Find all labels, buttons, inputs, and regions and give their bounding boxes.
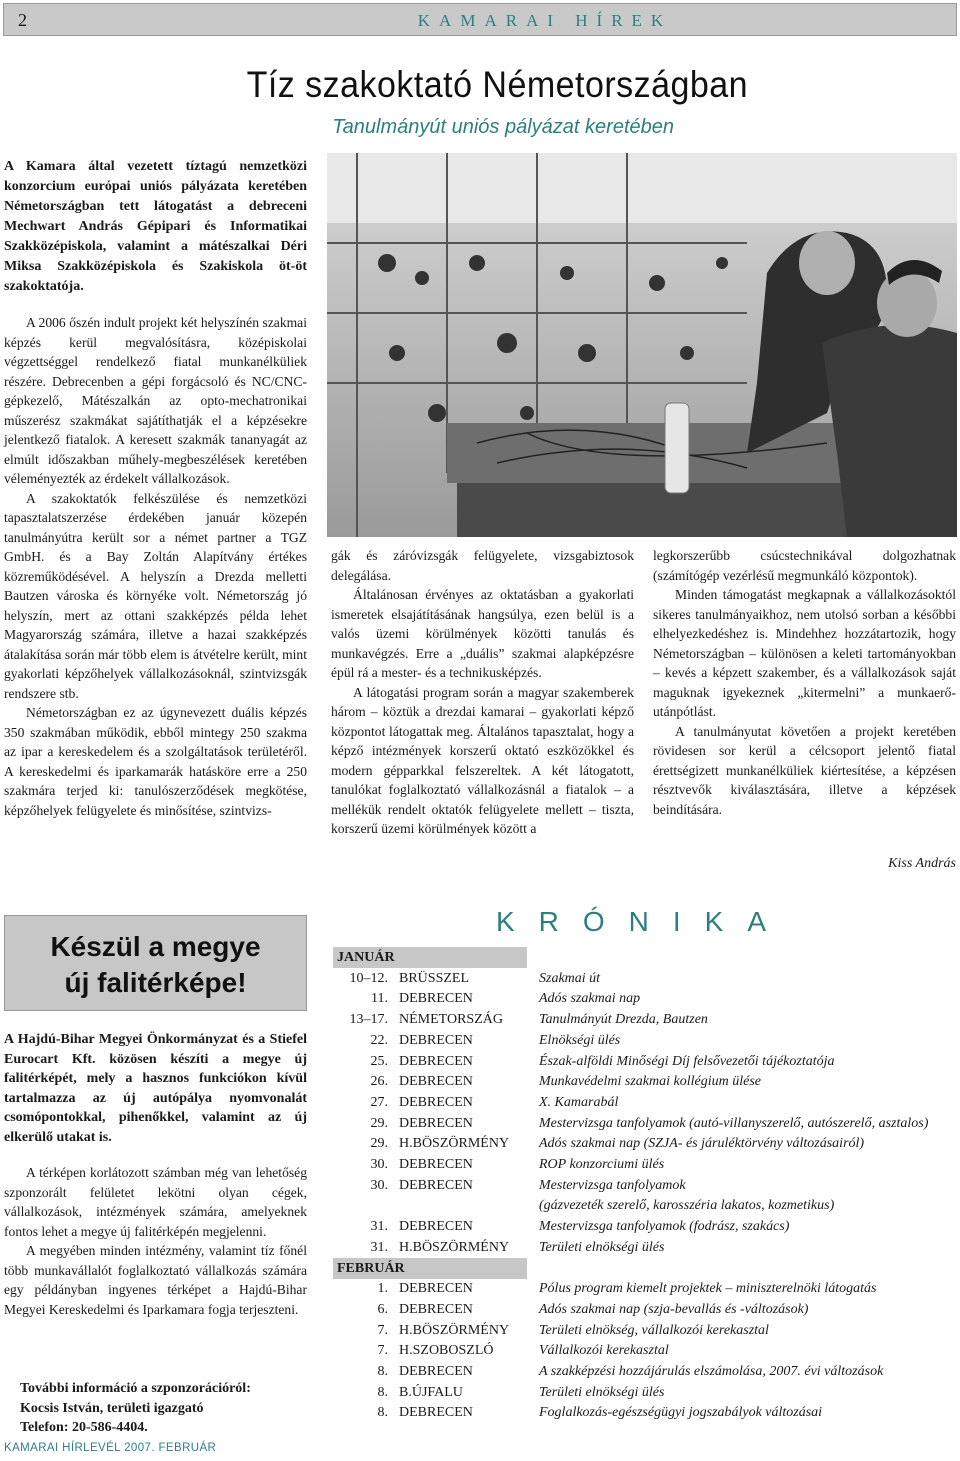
chronicle-row (333, 1402, 958, 1423)
paragraph: legkorszerűbb csúcstechnikával dolgozhatnak (számítógép vezérlésű megmunkáló központok). (653, 548, 956, 583)
event-title: Vállalkozói kerekasztal (539, 1343, 669, 1359)
event-title: Tanulmányút Drezda, Bautzen (539, 1012, 708, 1028)
event-city: H.BÖSZÖRMÉNY (399, 1136, 510, 1152)
chronicle-row (333, 1030, 958, 1051)
article-lead: A Kamara által vezetett tíztagú nemzetközi konzorcium európai uniós pályázata keretében Németországban tett látogatást a debreceni Mechwart András Gépipari és Informatikai Szakközépiskola, valamint a mátészalkai Déri Miksa Szakközépiskola és Szakiskola öt-öt szakoktatója. (4, 159, 307, 294)
chronicle-row (333, 968, 958, 989)
event-city: DEBRECEN (399, 1219, 473, 1235)
event-city: NÉMETORSZÁG (399, 1012, 503, 1028)
event-title: Pólus program kiemelt projektek – miniszterelnöki látogatás (539, 1281, 877, 1297)
event-date: 13–17. (349, 1012, 388, 1028)
month-header: JANUÁR (333, 947, 527, 968)
event-title: Területi elnökségi ülés (539, 1384, 665, 1400)
event-title: Mestervizsga tanfolyamok (fodrász, szakács) (539, 1219, 790, 1235)
event-city: DEBRECEN (399, 1157, 473, 1172)
event-city: DEBRECEN (399, 1301, 473, 1317)
paragraph: A szakoktatók felkészülése és nemzetközi tapasztalatszerzése érdekében január közepén tanulmányútra került sor a német partner a TGZ GmbH. és a Bay Zoltán Alapítvány értékes közreműködésével. A helyszín a Drezda melletti Bautzen városka és környéke volt. Németország jó helyszín, mert az ottani szakképzés példa lehet Magyarország számára, illetve a hazai szakképzés átalakítása során már több elem is átvételre került, mint gyakorlati képzőhelyek vállalkozásoknál, szintvizsgák rendszere stb. (4, 490, 307, 701)
event-title: Területi elnökségi ülés (539, 1239, 665, 1255)
contact-line: Kocsis István, területi igazgató (20, 1400, 204, 1416)
header-title: KAMARAI HÍREK (417, 11, 673, 30)
event-date: 8. (377, 1364, 388, 1379)
map-body (4, 1163, 307, 1319)
chronicle-row (333, 1216, 958, 1237)
event-city: DEBRECEN (399, 1053, 473, 1069)
map-title-line-2: új falitérképe! (64, 967, 247, 998)
chronicle-row (333, 1113, 958, 1134)
paragraph: A látogatási program során a magyar szakemberek három – köztük a drezdai kamarai – gyakorlati képző központot látogattak meg. Általános tapasztalat, hogy a képző intézmények korszerű oktató eszközökkel és modern gépparkkal felszereltek. A két látogatott, tanulókat foglalkoztató vállalkozásnál a fiatalok – a mellékük rendelt oktatók felügyelete mellett – tiszta, korszerű üzemi körülmények között a (331, 684, 634, 836)
event-city: DEBRECEN (399, 1281, 473, 1297)
event-title: Mestervizsga tanfolyamok (autó-villanyszerelő, autószerelő, asztalos) (539, 1115, 929, 1131)
contact-line: Telefon: 20-586-4404. (20, 1420, 148, 1435)
month-header: FEBRUÁR (333, 1258, 527, 1279)
event-date: 22. (370, 1032, 388, 1048)
map-lead: A Hajdú-Bihar Megyei Önkormányzat és a Stiefel Eurocart Kft. közösen készíti a megye új falitérképét, mely a hasznos funkciókon kívül tartalmazza az új autópálya nyomvonalát csomópontokkal, pihenőkkel, valamint az új elkerülő utakat is. (4, 1032, 307, 1145)
page-header (3, 3, 957, 36)
event-city: BRÜSSZEL (399, 970, 470, 986)
article-subtitle: Tanulmányút uniós pályázat keretében (332, 116, 674, 138)
chronicle-row (333, 1092, 958, 1113)
article-title: Tíz szakoktató Németországban (246, 64, 748, 105)
event-date: 31. (370, 1239, 388, 1255)
paragraph: A térképen korlátozott számban még van lehetőség szponzorált felületet lekötni olyan cégek, vállalkozások, intézmények számára, amelyeknek fontos lehet a megye új falitérképén megjelenni. (4, 1165, 307, 1239)
article-column-1 (4, 313, 307, 820)
chronicle-row (333, 1133, 958, 1154)
event-date: 8. (377, 1405, 388, 1421)
chronicle-row (333, 1237, 958, 1258)
chronicle-row (333, 1340, 958, 1361)
paragraph: gák és záróvizsgák felügyelete, vizsgabiztosok delegálása. (331, 548, 634, 583)
paragraph: Általánosan érvényes az oktatásban a gyakorlati ismeretek elsajátításának hangsúlya, ezen belül is a valós üzemi körülmények közötti tanulás és munkavégzés. Erre a „duális” szakmai alapképzésre épül rá a mester- és a technikusképzés. (331, 587, 634, 680)
event-title: (gázvezeték szerelő, karosszéria lakatos, kozmetikus) (539, 1198, 835, 1214)
event-title: Munkavédelmi szakmai kollégium ülése (539, 1074, 761, 1090)
event-date: 26. (370, 1074, 388, 1090)
map-announcement-box (4, 915, 307, 1011)
event-city: DEBRECEN (399, 1177, 473, 1193)
paragraph: A tanulmányutat követően a projekt keretében rövidesen sor kerül a célcsoport jelentő fiatal érettségizett munkanélküliek kiértesítése, a képzésen résztvevők kiválasztására, illetve a képzések beindítására. (653, 723, 956, 817)
event-title: Adós szakmai nap (539, 991, 641, 1007)
chronicle-row (333, 1195, 958, 1216)
event-date: 1. (377, 1281, 388, 1297)
event-title: A szakképzési hozzájárulás elszámolása, 2007. évi változások (539, 1364, 884, 1379)
event-title: Mestervizsga tanfolyamok (539, 1177, 686, 1193)
event-date: 6. (377, 1301, 388, 1317)
chronicle-row (333, 1009, 958, 1030)
event-city: DEBRECEN (399, 1094, 473, 1110)
event-date: 8. (377, 1384, 388, 1400)
kronika-title: KRÓNIKA (496, 906, 791, 937)
article-column-3 (653, 546, 956, 819)
chronicle-row (333, 1382, 958, 1403)
chronicle-row (333, 1299, 958, 1320)
event-date: 27. (370, 1094, 388, 1110)
chronicle-row (333, 1278, 958, 1299)
article-column-2 (331, 546, 634, 839)
workshop-photo (327, 153, 957, 537)
event-title: Adós szakmai nap (szja-bevallás és -változások) (539, 1301, 809, 1317)
event-city: H.BÖSZÖRMÉNY (399, 1239, 510, 1255)
chronicle-row (333, 988, 958, 1009)
chronicle-row (333, 1361, 958, 1382)
event-date: 7. (377, 1322, 388, 1338)
event-city: H.SZOBOSZLÓ (399, 1343, 494, 1359)
paragraph: A 2006 őszén indult projekt két helyszínén szakmai képzés kerül megvalósításra, középiskolai végzettséggel rendelkező fiatal munkanélküliek részére. Debrecenben a gépi forgácsoló és NC/CNC-gépkezelő, Mátészalkán az opto-mechatronikai műszerész szakmákat sajátíthatják el a képzésekre jelentkező fiatalok. A keresett szakmák tananyagát az elmúlt időszakban műhely-megbeszélések keretében véleményezték az érdekelt vállalkozások. (4, 315, 307, 486)
event-title: X. Kamarabál (539, 1094, 619, 1110)
event-date: 7. (377, 1343, 388, 1359)
paragraph: A megyében minden intézmény, valamint tíz főnél több munkavállalót foglalkoztató vállalkozás számára egy példányban ingyenes térképet a Hajdú-Bihar Megyei Kereskedelmi és Iparkamara fogja terjeszteni. (4, 1243, 307, 1317)
article-author: Kiss András (888, 856, 956, 871)
event-title: Foglalkozás-egészségügyi jogszabályok változásai (539, 1405, 823, 1421)
map-title-line-1: Készül a megye (50, 931, 261, 962)
event-city: DEBRECEN (399, 991, 473, 1007)
event-title: Észak-alföldi Minőségi Díj felsővezetői tájékoztatója (539, 1053, 835, 1069)
chronicle-row (333, 1051, 958, 1072)
contact-line: További információ a szponzorációról: (20, 1381, 251, 1396)
event-city: DEBRECEN (399, 1032, 473, 1048)
event-date: 11. (371, 991, 388, 1007)
paragraph: Minden támogatást megkapnak a vállalkozásoktól sikeres tanulmányaikhoz, nem utolsó sorban a későbbi elhelyezkedéshez is. Mindehhez hozzátartozik, hogy Németországban – különösen a keleti tartományokban – kevés a képzett szakember, és a vállalkozások saját maguknak igyekeznek „kitermelni” a munkaerő-utánpótlást. (653, 587, 956, 719)
event-title: ROP konzorciumi ülés (539, 1157, 665, 1172)
event-date: 30. (370, 1177, 388, 1193)
event-city: B.ÚJFALU (399, 1384, 463, 1400)
event-title: Szakmai út (539, 970, 601, 986)
event-city: H.BÖSZÖRMÉNY (399, 1322, 510, 1338)
event-date: 31. (370, 1219, 388, 1235)
page-footer: KAMARAI HÍRLEVÉL 2007. FEBRUÁR (4, 1442, 217, 1454)
page-number: 2 (18, 10, 27, 30)
chronicle-row (333, 1320, 958, 1341)
paragraph: Németországban ez az úgynevezett duális képzés 350 szakmában működik, ebből mintegy 250 szakma az ipar a kereskedelem és a szolgáltatások területéről. A kereskedelmi és iparkamarák hatásköre erre a 250 szakmára terjed ki: tanulószerződések megkötése, képzőhelyek felügyelete és minősítése, szintvizs- (4, 705, 307, 818)
event-city: DEBRECEN (399, 1364, 473, 1379)
event-title: Elnökségi ülés (539, 1032, 621, 1048)
event-city: DEBRECEN (399, 1074, 473, 1090)
chronicle-row (333, 1175, 958, 1196)
event-city: DEBRECEN (399, 1115, 473, 1131)
event-date: 29. (370, 1136, 388, 1152)
event-date: 29. (370, 1115, 388, 1131)
event-city: DEBRECEN (399, 1405, 473, 1421)
chronicle-row (333, 1071, 958, 1092)
event-date: 30. (370, 1157, 388, 1172)
event-date: 25. (370, 1053, 388, 1069)
event-date: 10–12. (349, 970, 388, 986)
contact-info (20, 1379, 310, 1438)
chronicle-row (333, 1154, 958, 1175)
event-title: Területi elnökség, vállalkozói kerekasztal (539, 1322, 769, 1338)
event-title: Adós szakmai nap (SZJA- és járuléktörvény változásairól) (539, 1136, 865, 1152)
